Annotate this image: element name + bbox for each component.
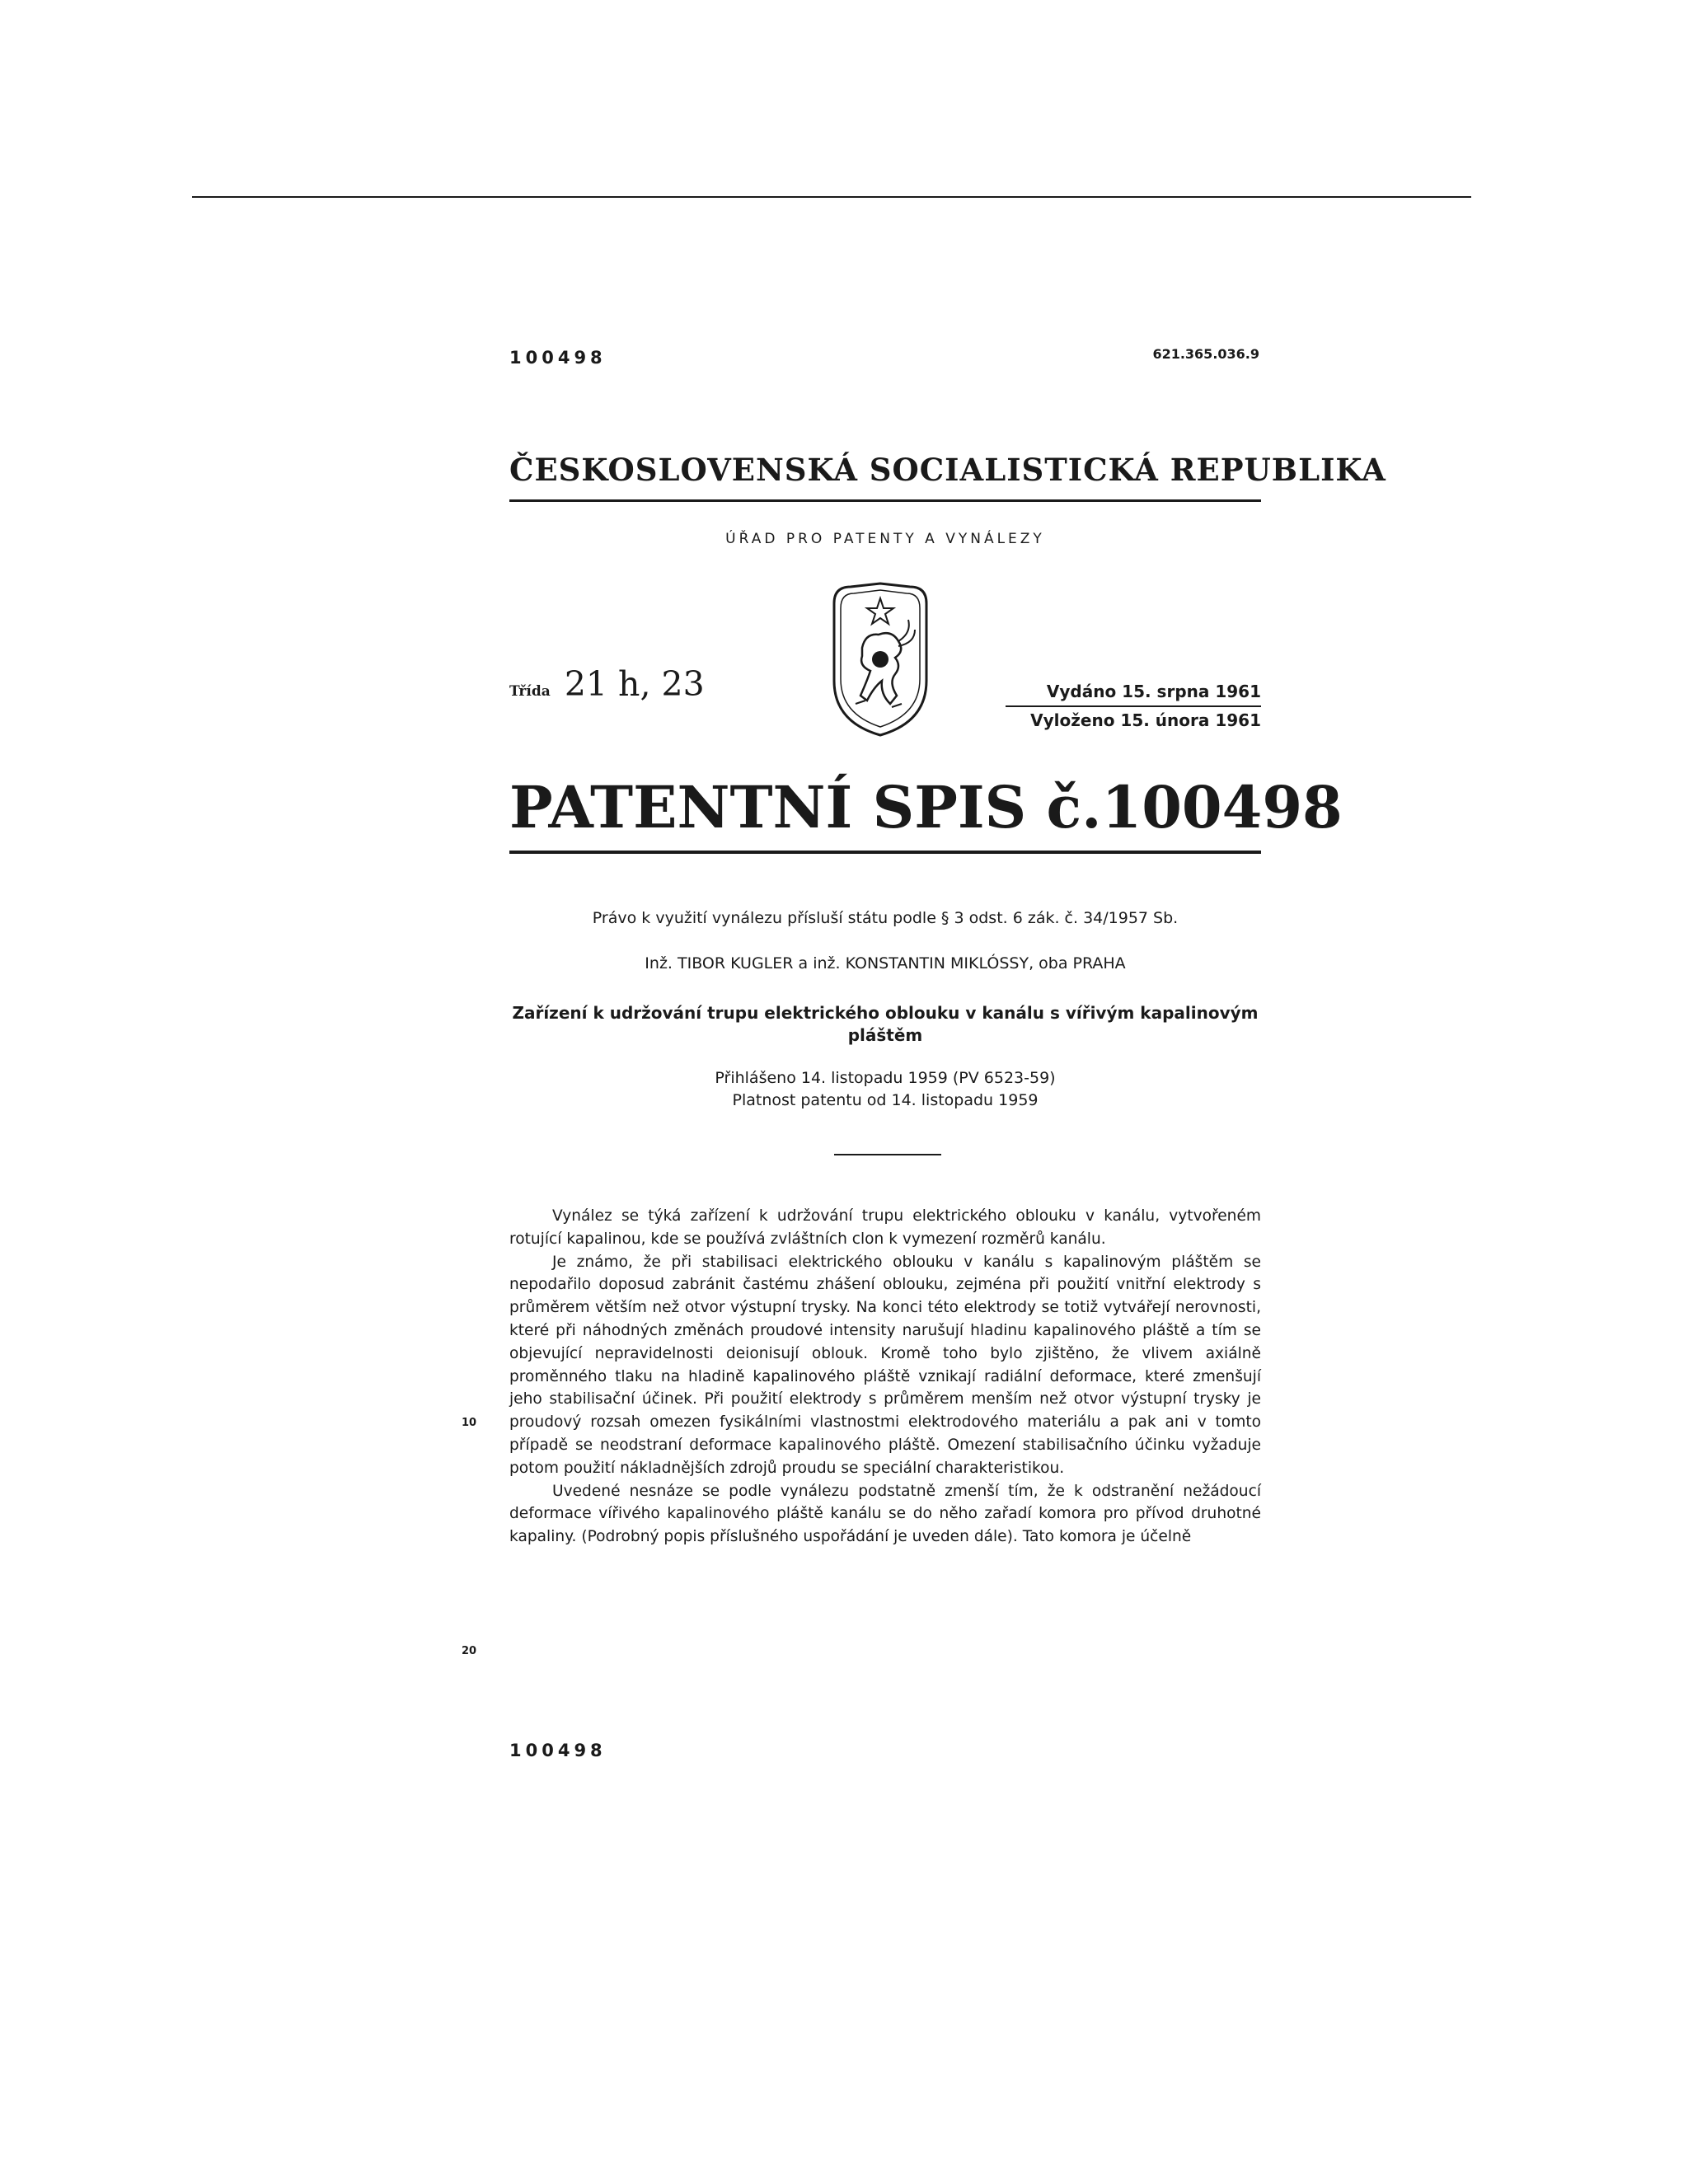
validity-date: Platnost patentu od 14. listopadu 1959 — [732, 1091, 1039, 1109]
title-rule — [509, 851, 1261, 854]
class-label: Třída — [509, 683, 551, 700]
republic-heading: ČESKOSLOVENSKÁ SOCIALISTICKÁ REPUBLIKA — [509, 452, 1386, 488]
patent-subject: Zařízení k udržování trupu elektrického oblouku v kanálu s vířivým kapalinovým pláštěm — [512, 1003, 1259, 1045]
body-paragraph: Je známo, že při stabilisaci elektrického oblouku v kanálu s kapalinovým pláštěm se nepodařilo doposud zabránit častému zhášení oblouku, zejména při použití vnitřní elektrody s průměrem větším než otvor výstupní trysky. Na konci této elektrody se totiž vytvářejí nerovnosti, které při náhodných změnách proudové intensity narušují hladinu kapalinového pláště a tím se objevující nepravidelnosti deionisují oblouk. Kromě toho bylo zjištěno, že vlivem axiálně proměnného tlaku na hladině kapalinového pláště vznikají radiální deformace, které zmenšují jeho stabilisační účinek. Při použití elektrody s průměrem menším než otvor výstupní trysky je proudový rozsah omezen fysikálními vlastnostmi elektrodového materiálu a pak ani v tomto případě se neodstraní deformace kapalinového pláště. Omezení stabilisačního účinku vyžaduje potom použití nákladnějších zdrojů proudu se speciální charakteristikou. — [509, 1253, 1261, 1477]
state-emblem-icon — [823, 580, 938, 738]
top-rule — [192, 196, 1471, 198]
udc-classification: 621.365.036.9 — [1152, 346, 1259, 362]
issued-date-rule — [1006, 705, 1261, 707]
class-value: 21 h, 23 — [564, 664, 705, 704]
republic-rule — [509, 499, 1261, 502]
filed-date: Přihlášeno 14. listopadu 1959 (PV 6523-59) — [715, 1069, 1056, 1087]
published-date: Vyloženo 15. února 1961 — [1030, 710, 1261, 730]
class-designation — [509, 664, 705, 704]
patent-number: 100498 — [1101, 773, 1343, 841]
document-number-top: 100498 — [509, 348, 607, 368]
line-number: 20 — [462, 1645, 477, 1657]
filing-info — [509, 1067, 1261, 1112]
patent-body-text — [509, 1205, 1261, 1549]
separator-dash — [834, 1154, 941, 1155]
patent-title — [509, 773, 1343, 841]
issued-date: Vydáno 15. srpna 1961 — [1046, 682, 1261, 701]
document-number-bottom: 100498 — [509, 1741, 607, 1760]
body-paragraph: Uvedené nesnáze se podle vynálezu podstatně zmenší tím, že k odstranění nežádoucí deformace vířivého kapalinového pláště kanálu se do něho zařadí komora pro přívod druhotné kapaliny. (Podrobný popis příslušného uspořádání je uveden dále). Tato komora je účelně — [509, 1482, 1261, 1546]
line-number: 10 — [462, 1417, 477, 1429]
patent-office-name: ÚŘAD PRO PATENTY A VYNÁLEZY — [725, 531, 1045, 547]
authors: Inž. TIBOR KUGLER a inž. KONSTANTIN MIKLÓSSY, oba PRAHA — [645, 954, 1126, 972]
rights-statement: Právo k využití vynálezu přísluší státu podle § 3 odst. 6 zák. č. 34/1957 Sb. — [592, 909, 1179, 927]
body-paragraph: Vynález se týká zařízení k udržování trupu elektrického oblouku v kanálu, vytvořeném rotující kapalinou, kde se používá zvláštních clon k vymezení rozměrů kanálu. — [509, 1207, 1261, 1248]
patent-title-label: PATENTNÍ SPIS č. — [509, 773, 1102, 841]
